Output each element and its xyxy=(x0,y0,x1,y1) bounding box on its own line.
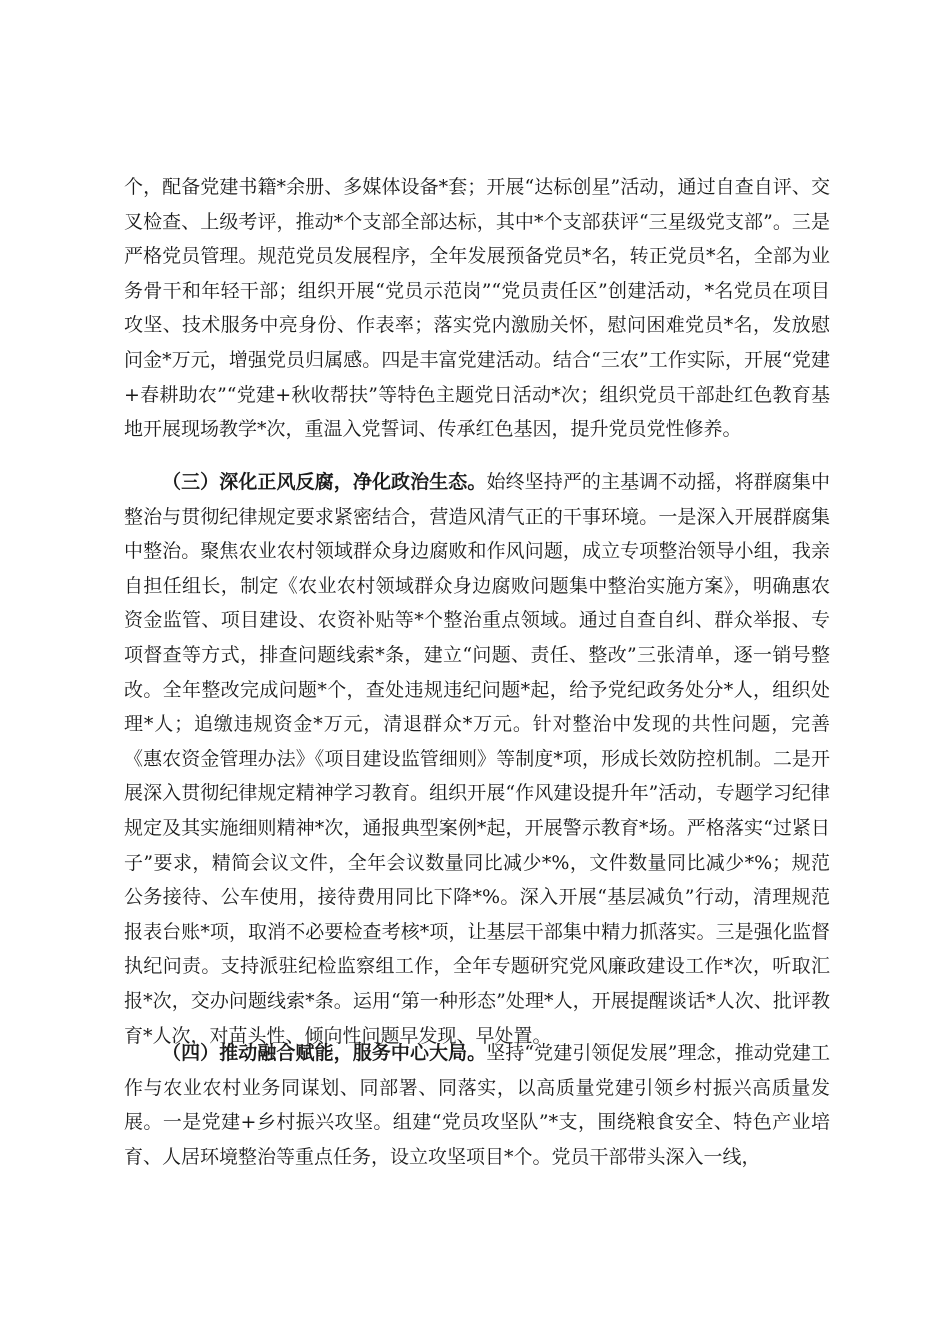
paragraph-body: 始终坚持严的主基调不动摇，将群腐集中整治与贯彻纪律规定要求紧密结合，营造风清气正的干事环境。一是深入开展群腐集中整治。聚焦农业农村领域群众身边腐败和作风问题，成立专项整治领导小组，我亲自担任组长，制定《农业农村领域群众身边腐败问题集中整治实施方案》，明确惠农资金监管、项目建设、农资补贴等*个整治重点领域。通过自查自纠、群众举报、专项督查等方式，排查问题线索*条，建立“问题、责任、整改”三张清单，逐一销号整改。全年整改完成问题*个，查处违规违纪问题*起，给予党纪政务处分*人，组织处理*人；追缴违规资金*万元，清退群众*万元。针对整治中发现的共性问题，完善《惠农资金管理办法》《项目建设监管细则》等制度*项，形成长效防控机制。二是开展深入贯彻纪律规定精神学习教育。组织开展“作风建设提升年”活动，专题学习纪律规定及其实施细则精神*次，通报典型案例*起，开展警示教育*场。严格落实“过紧日子”要求，精简会议文件，全年会议数量同比减少*%，文件数量同比减少*%；规范公务接待、公车使用，接待费用同比下降*%。深入开展“基层减负”行动，清理规范报表台账*项，取消不必要检查考核*项，让基层干部集中精力抓落实。三是强化监督执纪问责。支持派驻纪检监察组工作，全年专题研究党风廉政建设工作*次，听取汇报*次，交办问题线索*条。运用“第一种形态”处理*人，开展提醒谈话*人次、批评教育*人次，对苗头性、倾向性问题早发现、早处置。 xyxy=(124,471,830,1047)
paragraph-continuation xyxy=(124,170,830,447)
section-heading: （四）推动融合赋能，服务中心大局。 xyxy=(162,1042,487,1064)
section-heading: （三）深化正风反腐，净化政治生态。 xyxy=(162,471,487,493)
section-four xyxy=(124,1036,830,1174)
section-paragraph xyxy=(124,1036,830,1174)
section-paragraph xyxy=(124,465,830,1053)
paragraph-body: 坚持“党建引领促发展”理念，推动党建工作与农业农村业务同谋划、同部署、同落实，以高质量党建引领乡村振兴高质量发展。一是党建+乡村振兴攻坚。组建“党员攻坚队”*支，围绕粮食安全、特色产业培育、人居环境整治等重点任务，设立攻坚项目*个。党员干部带头深入一线， xyxy=(124,1042,830,1168)
paragraph-body: 个，配备党建书籍*余册、多媒体设备*套；开展“达标创星”活动，通过自查自评、交叉检查、上级考评，推动*个支部全部达标，其中*个支部获评“三星级党支部”。三是严格党员管理。规范党员发展程序，全年发展预备党员*名，转正党员*名，全部为业务骨干和年轻干部；组织开展“党员示范岗”“党员责任区”创建活动，*名党员在项目攻坚、技术服务中亮身份、作表率；落实党内激励关怀，慰问困难党员*名，发放慰问金*万元，增强党员归属感。四是丰富党建活动。结合“三农”工作实际，开展“党建+春耕助农”“党建+秋收帮扶”等特色主题党日活动*次；组织党员干部赴红色教育基地开展现场教学*次，重温入党誓词、传承红色基因，提升党员党性修养。 xyxy=(124,176,830,441)
section-three xyxy=(124,465,830,1053)
